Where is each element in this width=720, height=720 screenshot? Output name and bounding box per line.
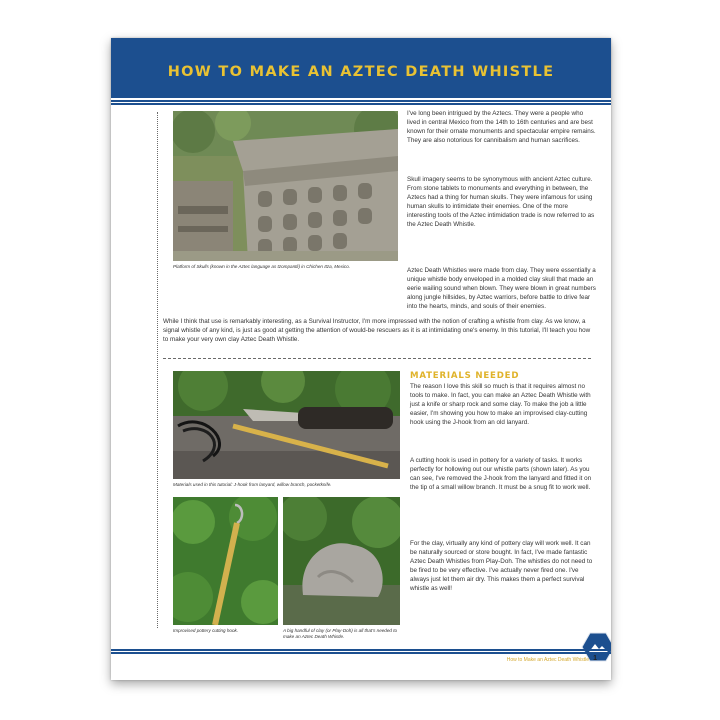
page-title: HOW TO MAKE AN AZTEC DEATH WHISTLE (167, 64, 555, 80)
platform-of-skulls-photo (173, 111, 398, 261)
materials-paragraph-1: The reason I love this skill so much is that it requires almost no tools to make. In fact, you can make an Aztec Death Whistle with just a knife or sharp rock and some clay. To make the job a little easier, I'm showing you how to make an improvised clay-cutting hook using the J-hook from an old lanyard. (410, 383, 591, 426)
materials-paragraph-2: A cutting hook is used in pottery for a variety of tasks. It works perfectly for hollowing out our whistle parts (shown later). As you can see, I've removed the J-hook from the lanyard and fitted it on the tip of a small willow branch. It must be a snug fit to work well. (410, 457, 592, 491)
materials-paragraph-3: For the clay, virtually any kind of pottery clay will work well. It can be naturally sourced or store bought. In fact, I've made fantastic Aztec Death Whistles from Play-Doh. The whistles do not need to be fired to be very effective. I've actually never fired one. I've always just let them air dry. This makes them a perfect survival whistle as well! (410, 540, 593, 592)
intro-paragraph-4: While I think that use is remarkably interesting, as a Survival Instructor, I'm more impressed with the notion of crafting a whistle from clay. As we know, a signal whistle of any kind, is just as good at getting the attention of would-be rescuers as it is at intimidating one's enemy. In this tutorial, I'll teach you how to make your very own clay Aztec Death Whistle. (163, 318, 591, 343)
intro-paragraph-2: Skull imagery seems to be synonymous with ancient Aztec culture. From stone tablets to monuments and everything in between, the Aztecs had a thing for human skulls. They were infamous for using human skulls to intimidate their enemies. One of the more interesting tools of the Aztec intimidation trade is now referred to as the Aztec Death Whistle. (407, 176, 595, 228)
materials-heading: MATERIALS NEEDED (410, 371, 520, 381)
intro-paragraph-3-lead: Aztec Death Whistles were made from clay. They were essentially a unique whistle body enveloped in a molded clay skull that made an eerie wailing sound when blown. They were blown in great numbers along jungle hillsides, by Aztec warriors, before battle to drive fear into the hearts, minds, and souls of their enemies. (407, 267, 596, 310)
footer-rule (111, 652, 611, 654)
intro-paragraph-1: I've long been intrigued by the Aztecs. They were a people who lived in central Mexico from the 14th to 16th centuries and are best known for their ornate monuments and spectacular empire remains. They are also notorious for cannibalism and human sacrifices. (407, 110, 596, 144)
document-page (111, 38, 611, 680)
footer-title: How to Make an Aztec Death Whistle (506, 657, 589, 663)
page-number: 1 (593, 655, 597, 662)
materials-photo-caption: Materials used in this tutorial: J-hook from lanyard, willow branch, pocketknife. (173, 482, 332, 487)
footer-rule (111, 649, 611, 651)
clay-photo-caption: A big handful of clay (or Play-Doh) is all that's needed to make an Aztec Death Whistle. (283, 628, 398, 639)
cutting-hook-photo (173, 497, 278, 625)
clay-photo (283, 497, 400, 625)
skulls-photo-caption: Platform of Skulls (known in the Aztec language as tzompantli) in Chichen Itza, Mexico. (173, 264, 351, 269)
materials-photo (173, 371, 400, 479)
cutting-hook-caption: Improvised pottery cutting hook. (173, 628, 239, 633)
banner-rule (111, 103, 611, 105)
section-divider (163, 358, 591, 359)
banner-rule (111, 100, 611, 102)
dotted-margin-line (157, 112, 158, 628)
